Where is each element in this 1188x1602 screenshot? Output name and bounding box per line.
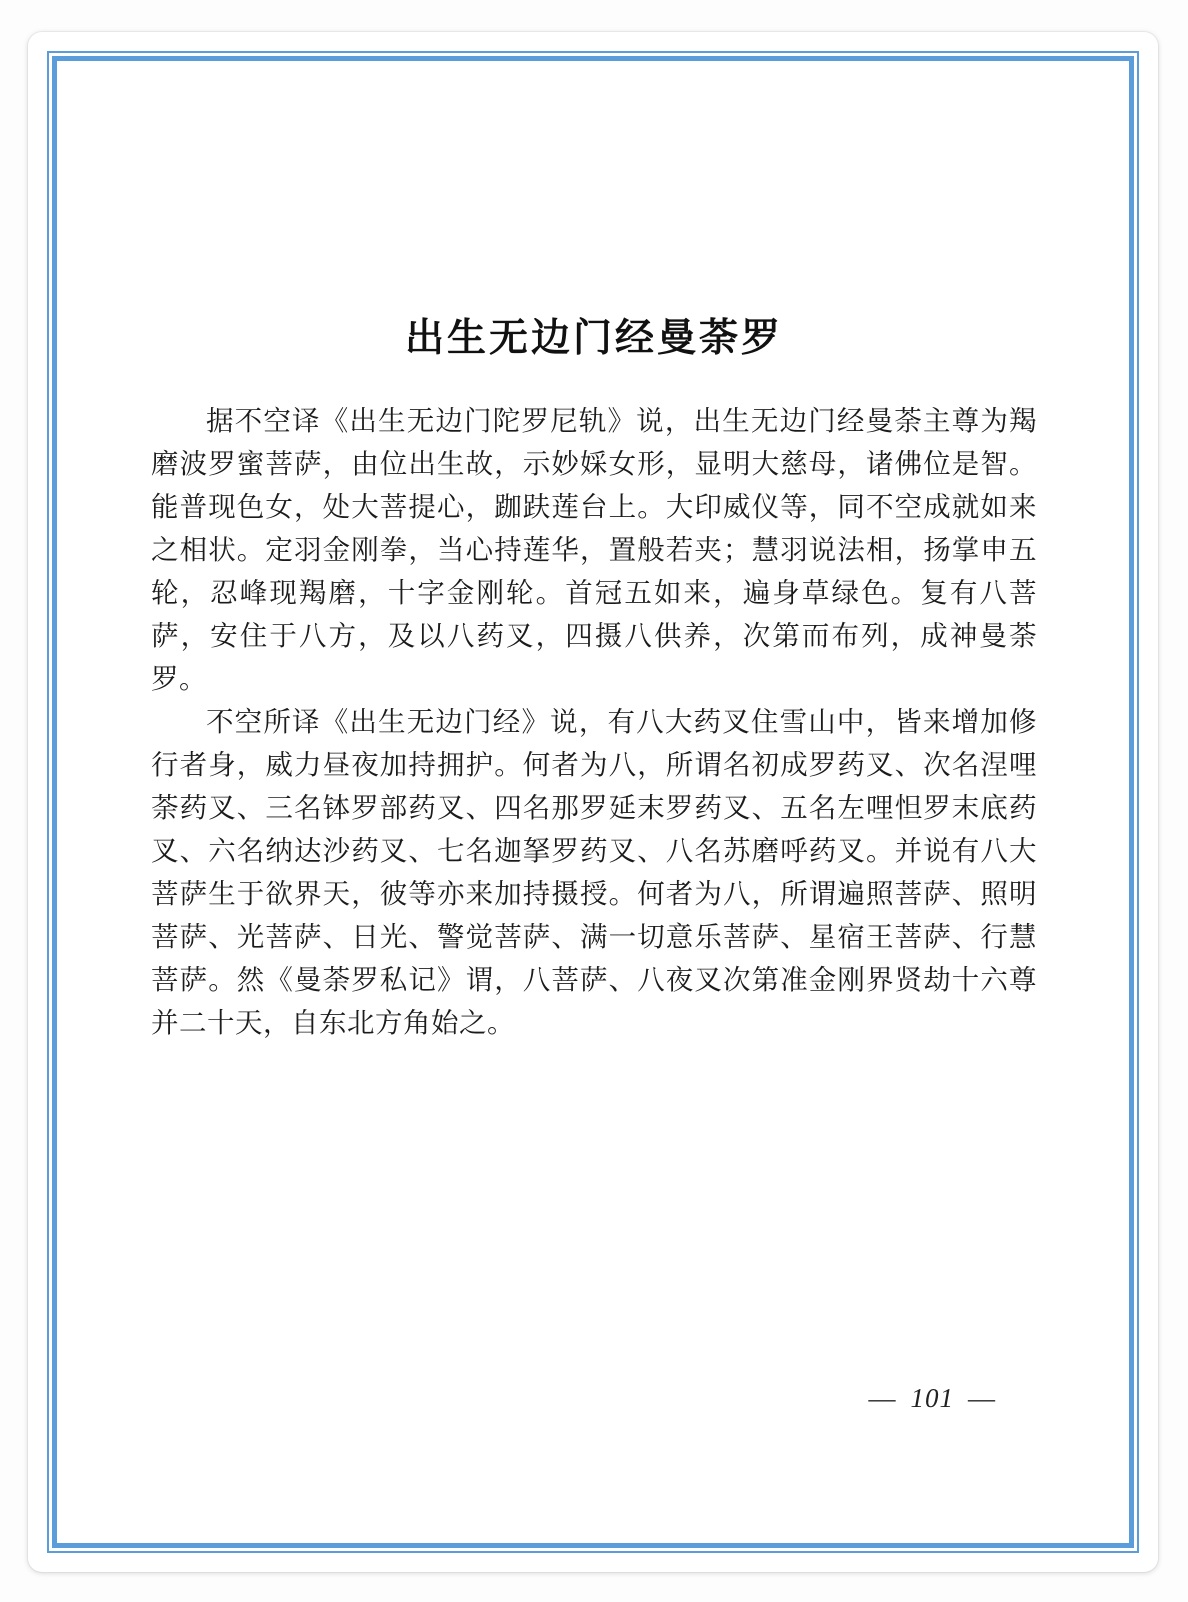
decorative-border-inner xyxy=(52,56,1134,1548)
paragraph-2: 不空所译《出生无边门经》说，有八大药叉住雪山中，皆来增加修行者身，威力昼夜加持拥护。何者为八，所谓名初成罗药叉、次名涅哩荼药叉、三名钵罗部药叉、四名那罗延末罗药叉、五名左哩怛罗末底药叉、六名纳达沙药叉、七名迦拏罗药叉、八名苏磨呼药叉。并说有八大菩萨生于欲界天，彼等亦来加持摄授。何者为八，所谓遍照菩萨、照明菩萨、光菩萨、日光、警觉菩萨、满一切意乐菩萨、星宿王菩萨、行慧菩萨。然《曼荼罗私记》谓，八菩萨、八夜叉次第准金刚界贤劫十六尊并二十天，自东北方角始之。 xyxy=(151,706,1037,1038)
page-content xyxy=(57,61,1129,1543)
folio-dash-left: — xyxy=(868,1383,897,1413)
page-title: 出生无边门经曼荼罗 xyxy=(404,317,783,360)
book-page xyxy=(28,32,1158,1572)
paragraph-1: 据不空译《出生无边门陀罗尼轨》说，出生无边门经曼荼主尊为羯磨波罗蜜菩萨，由位出生故，示妙婇女形，显明大慈母，诸佛位是智。能普现色女，处大菩提心，跏趺莲台上。大印威仪等，同不空成就如来之相状。定羽金刚拳，当心持莲华，置般若夹；慧羽说法相，扬掌申五轮，忍峰现羯磨，十字金刚轮。首冠五如来，遍身草绿色。复有八菩萨，安住于八方，及以八药叉，四摄八供养，次第而布列，成神曼荼罗。 xyxy=(151,405,1037,694)
folio-number: 101 xyxy=(910,1383,954,1413)
decorative-border-outer xyxy=(47,51,1139,1553)
page-number xyxy=(855,1383,1011,1414)
body-text xyxy=(151,399,1037,1044)
folio-dash-right: — xyxy=(968,1383,996,1413)
